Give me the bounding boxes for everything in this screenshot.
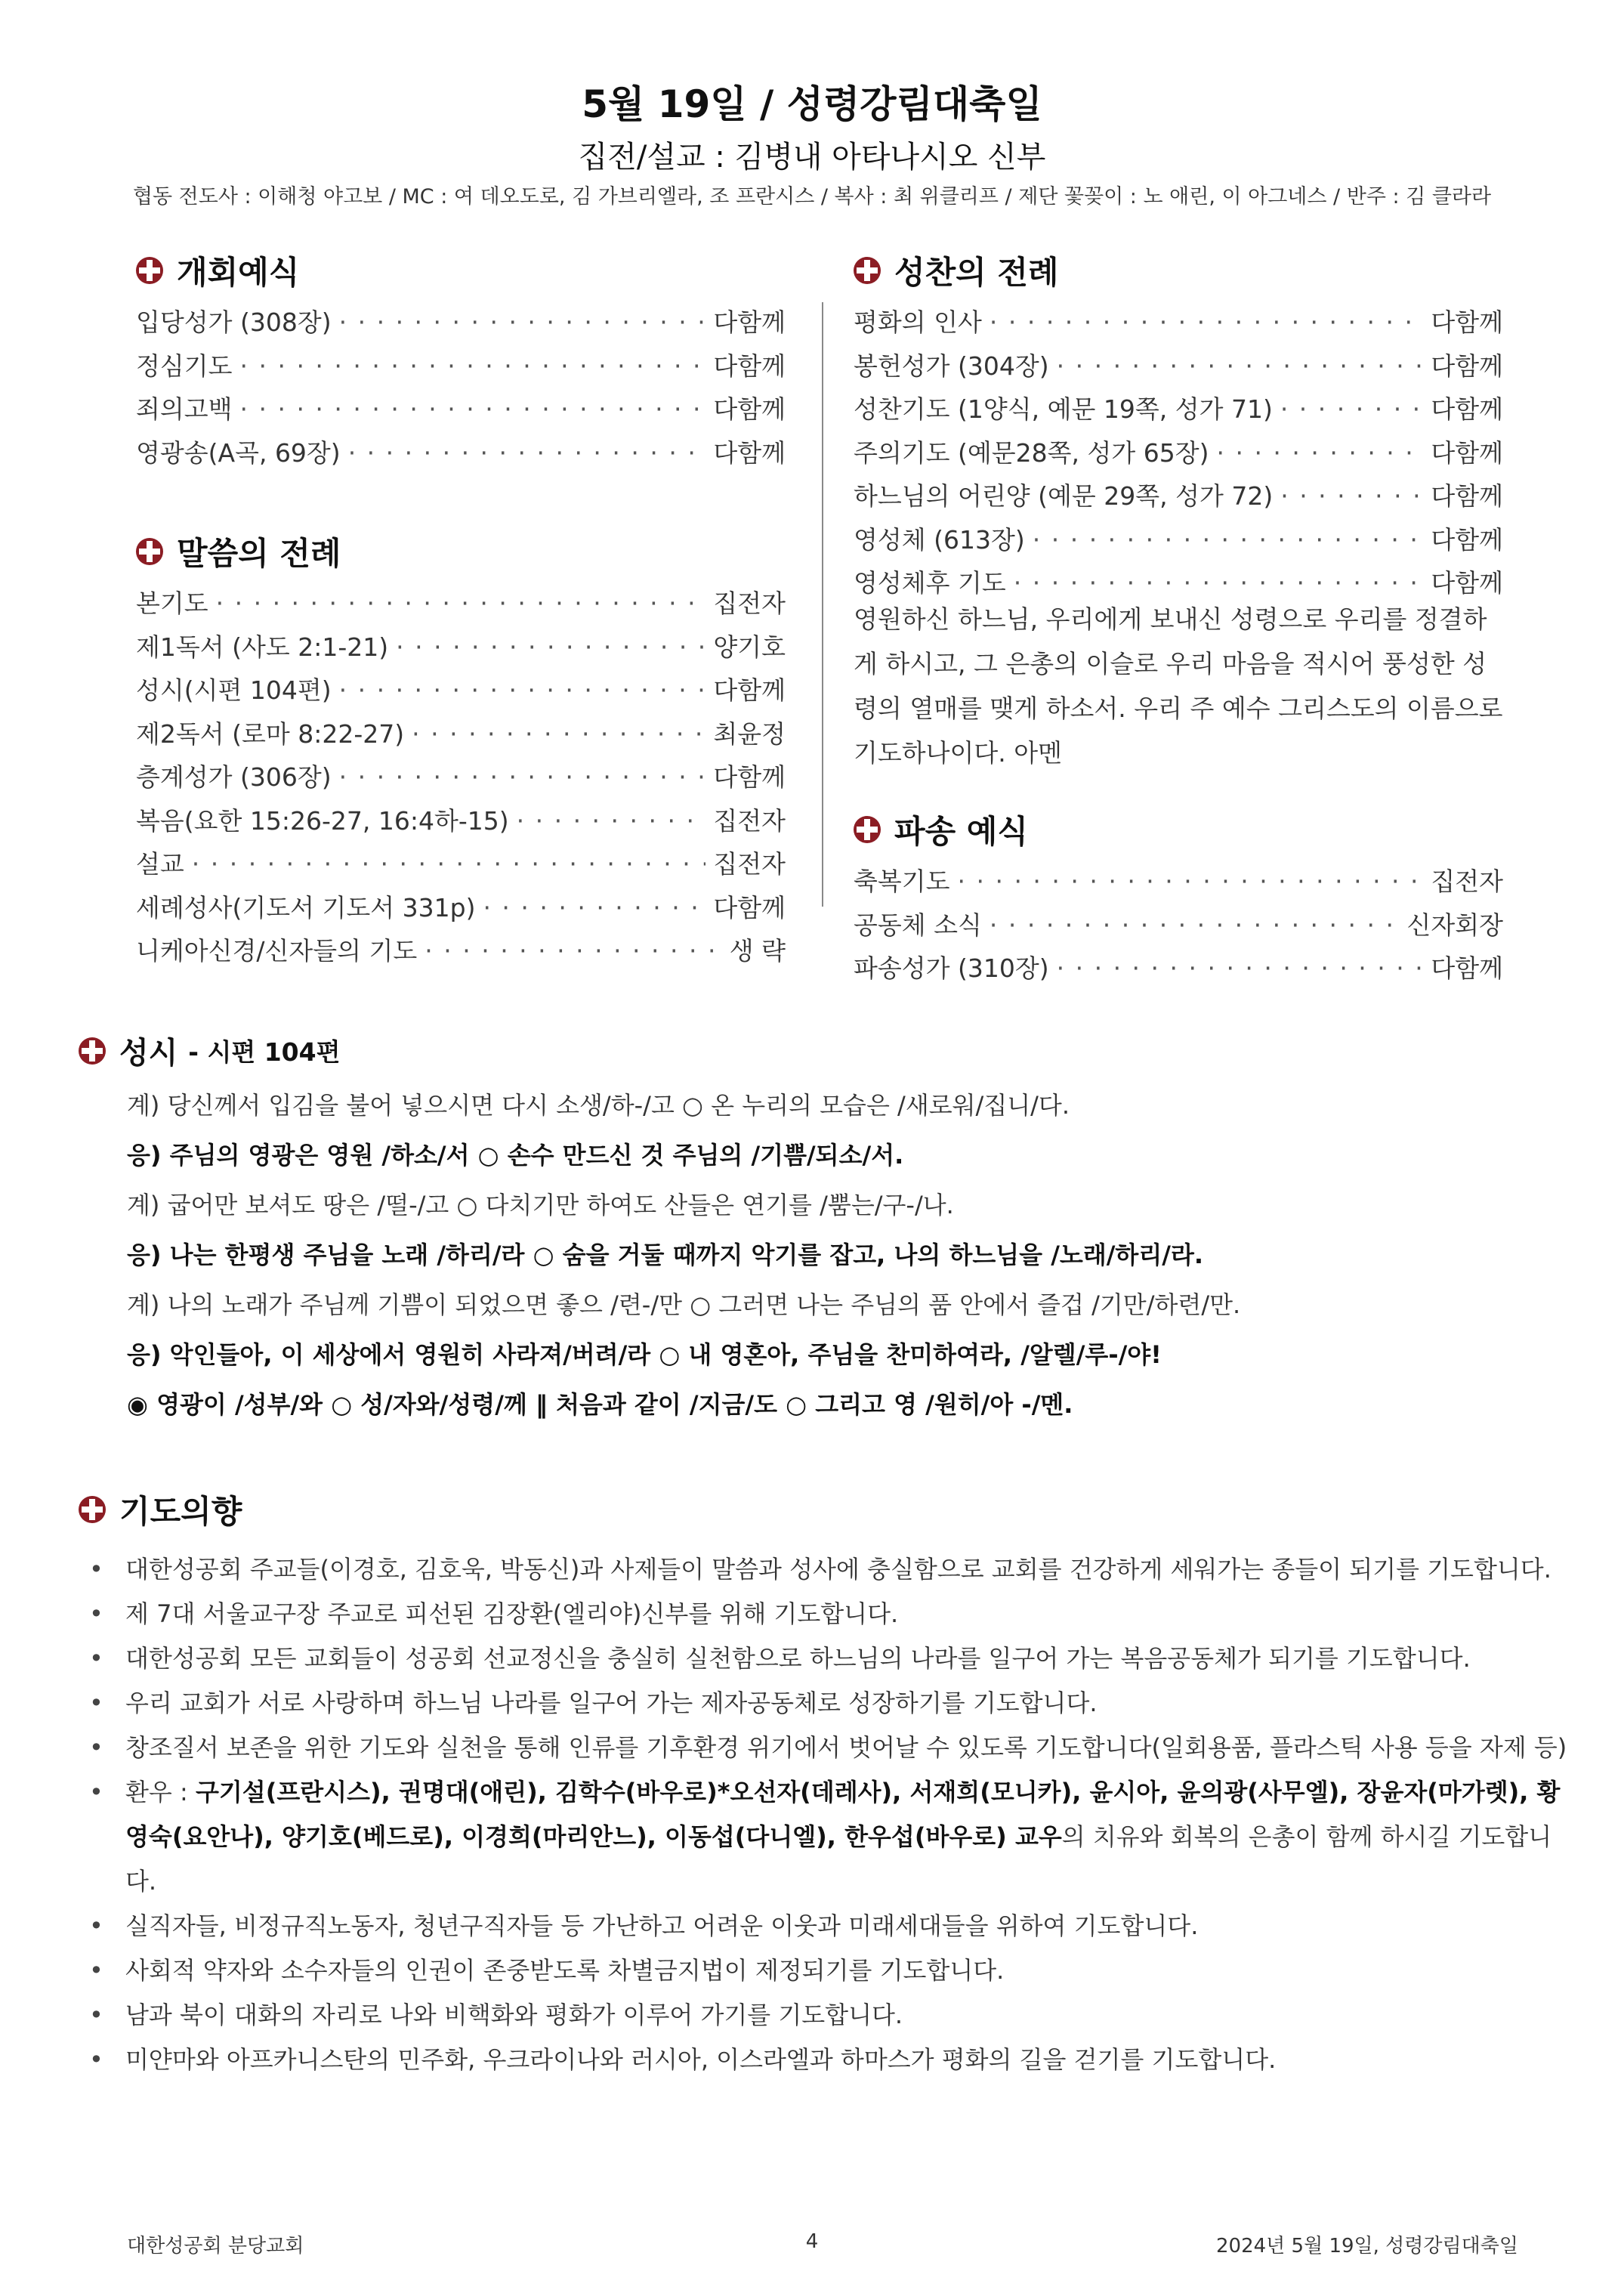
dot-leader — [412, 712, 705, 756]
psalm-line-leader: 계) 굽어만 보셔도 땅은 /떨-/고 ○ 다치기만 하여도 산들은 연기를 /뿜는/구-/나. — [127, 1191, 954, 1219]
section-title: 파송 예식 — [894, 813, 1028, 850]
psalm-line-response: 응) 나는 한평생 주님을 노래 /하리/라 ○ 숨을 거둘 때까지 악기를 잡고, 나의 하느님을 /노래/하리/라. — [127, 1241, 1204, 1269]
liturgy-participant: 다함께 — [1431, 481, 1503, 511]
dot-leader — [339, 301, 706, 345]
liturgy-row — [136, 582, 786, 626]
liturgy-participant: 다함께 — [713, 351, 786, 381]
liturgy-item: 주의기도 (예문28쪽, 성가 65장) — [854, 437, 1209, 468]
liturgy-item: 세례성사(기도서 기도서 331p) — [136, 892, 476, 922]
liturgy-item: 층계성가 (306장) — [136, 762, 332, 792]
liturgy-item: 공동체 소식 — [854, 910, 982, 940]
section-title: 성찬의 전례 — [894, 254, 1059, 291]
liturgy-participant: 최윤정 — [713, 718, 786, 749]
liturgy-participant: 다함께 — [713, 762, 786, 792]
liturgy-participant: 다함께 — [1431, 953, 1503, 983]
psalm-subtitle: - 시편 104편 — [188, 1037, 341, 1067]
intention-item: • 제 7대 서울교구장 주교로 피선된 김장환(엘리야)신부를 위해 기도합니다. — [89, 1592, 1570, 1636]
liturgy-row — [854, 860, 1503, 904]
cross-icon — [136, 257, 163, 284]
liturgy-row — [136, 929, 786, 973]
celebrant-line: 집전/설교 : 김병내 아타나시오 신부 — [578, 140, 1046, 175]
liturgy-item: 죄의고백 — [136, 394, 233, 424]
dot-leader — [517, 799, 706, 843]
word-list — [136, 582, 786, 973]
liturgy-row — [136, 626, 786, 669]
intention-item: • 대한성공회 주교들(이경호, 김호욱, 박동신)과 사제들이 말씀과 성사에 충실함으로 교회를 건강하게 세워가는 종들이 되기를 기도합니다. — [89, 1547, 1570, 1592]
liturgy-participant: 집전자 — [713, 589, 786, 618]
dot-leader — [990, 301, 1423, 345]
intention-item: • 우리 교회가 서로 사랑하며 하느님 나라를 일구어 가는 제자공동체로 성장하기를 기도합니다. — [89, 1681, 1570, 1726]
liturgy-row — [136, 886, 786, 930]
liturgy-item: 복음(요한 15:26-27, 16:4하-15) — [136, 805, 509, 836]
section-opening-heading — [136, 248, 299, 293]
intention-item: • 대한성공회 모든 교회들이 성공회 선교정신을 충실히 실천함으로 하느님의 나라를 일구어 가는 복음공동체가 되기를 기도합니다. — [89, 1636, 1570, 1681]
sick-prefix: 환우 : — [125, 1778, 196, 1806]
liturgy-row — [136, 842, 786, 886]
intention-item: • 남과 북이 대화의 자리로 나와 비핵화와 평화가 이루어 가기를 기도합니다. — [89, 1993, 1570, 2038]
footer-page-number: 4 — [805, 2230, 819, 2253]
dot-leader — [339, 669, 706, 712]
liturgy-participant: 생 략 — [729, 936, 786, 966]
liturgy-item: 본기도 — [136, 589, 208, 618]
liturgy-participant: 다함께 — [713, 675, 786, 705]
liturgy-participant: 다함께 — [1431, 568, 1503, 598]
liturgy-row — [136, 756, 786, 799]
psalm-text — [127, 1080, 1240, 1429]
dot-leader — [216, 582, 706, 626]
liturgy-item: 성시(시편 104편) — [136, 675, 332, 705]
cross-icon — [79, 1496, 106, 1523]
liturgy-participant: 신자회장 — [1406, 910, 1503, 940]
liturgy-item: 성찬기도 (1양식, 예문 19쪽, 성가 71) — [854, 394, 1273, 424]
section-title: 개회예식 — [177, 254, 300, 291]
liturgy-row — [854, 431, 1503, 475]
liturgy-row — [854, 947, 1503, 990]
dot-leader — [1280, 388, 1424, 431]
intention-item: • 창조질서 보존을 위한 기도와 실천을 통해 인류를 기후환경 위기에서 벗어날 수 있도록 기도합니다(일회용품, 플라스틱 사용 등을 자제 등) — [89, 1726, 1570, 1770]
cross-icon — [854, 257, 881, 284]
dot-leader — [990, 904, 1400, 947]
dot-leader — [958, 860, 1424, 904]
psalm-heading — [79, 1029, 340, 1072]
liturgy-participant: 다함께 — [713, 307, 786, 337]
psalm-title: 성시 — [119, 1036, 178, 1071]
liturgy-participant: 집전자 — [713, 805, 786, 836]
dot-leader — [192, 842, 706, 886]
liturgy-item: 니케아신경/신자들의 기도 — [136, 936, 418, 966]
section-dismissal-heading — [854, 807, 1028, 852]
liturgy-participant: 집전자 — [713, 849, 786, 879]
liturgy-participant: 다함께 — [713, 437, 786, 468]
intention-item: • 실직자들, 비정규직노동자, 청년구직자들 등 가난하고 어려운 이웃과 미래세대들을 위하여 기도합니다. — [89, 1904, 1570, 1948]
dot-leader — [339, 756, 706, 799]
liturgy-participant: 다함께 — [1431, 524, 1503, 555]
liturgy-row — [136, 799, 786, 843]
liturgy-item: 설교 — [136, 849, 184, 879]
dot-leader — [240, 345, 706, 388]
intentions-title: 기도의향 — [119, 1493, 242, 1530]
dot-leader — [240, 388, 706, 431]
liturgy-item: 영광송(A곡, 69장) — [136, 437, 341, 468]
cross-icon — [136, 538, 163, 565]
liturgy-item: 영성체후 기도 — [854, 568, 1006, 598]
page-title: 5월 19일 / 성령강림대축일 — [582, 82, 1042, 126]
liturgy-row — [854, 301, 1503, 345]
liturgy-row — [854, 518, 1503, 562]
liturgy-participant: 다함께 — [1431, 351, 1503, 381]
psalm-line-response: 응) 악인들아, 이 세상에서 영원히 사라져/버려/라 ○ 내 영혼아, 주님을 찬미하여라, /알렐/루-/야! — [127, 1340, 1162, 1369]
sick-names: 구기설(프란시스), 권명대(애린), 김학수(바우로)*오선자(데레사), 서재희(모니카), 윤시아, 윤의광(사무엘), 장윤자(마가렛), 황영숙(요안나), 양기호(베드로), 이경희(마리안느), 이동섭(다니엘), 한우섭(바우로) 교우 — [125, 1778, 1561, 1851]
psalm-line-gloria: ◉ 영광이 /성부/와 ○ 성/자와/성령/께 ‖ 처음과 같이 /지금/도 ○ 그리고 영 /원히/아 -/멘. — [127, 1390, 1073, 1419]
liturgy-participant: 집전자 — [1431, 867, 1503, 896]
liturgy-item: 제2독서 (로마 8:22-27) — [136, 718, 405, 749]
liturgy-row — [854, 345, 1503, 388]
liturgy-item: 제1독서 (사도 2:1-21) — [136, 632, 389, 662]
liturgy-row — [136, 431, 786, 475]
section-title: 말씀의 전례 — [177, 535, 341, 572]
dot-leader — [483, 886, 705, 930]
dot-leader — [348, 431, 706, 475]
eucharist-list — [854, 301, 1503, 605]
psalm-line-leader: 계) 나의 노래가 주님께 기쁨이 되었으면 좋으 /련-/만 ○ 그러면 나는 주님의 품 안에서 즐겁 /기만/하련/만. — [127, 1290, 1241, 1319]
liturgy-item: 파송성가 (310장) — [854, 953, 1049, 983]
liturgy-participant: 다함께 — [713, 394, 786, 424]
intention-item-sick — [89, 1770, 1570, 1904]
staff-line: 협동 전도사 : 이해청 야고보 / MC : 여 데오도로, 김 가브리엘라, 조 프란시스 / 복사 : 최 위클리프 / 제단 꽃꽂이 : 노 애린, 이 아그네스 / 반주 : 김 클라라 — [132, 185, 1492, 209]
cross-icon — [854, 816, 881, 843]
liturgy-row — [136, 345, 786, 388]
section-word-heading — [136, 529, 341, 574]
cross-icon — [79, 1037, 106, 1065]
dot-leader — [1033, 518, 1424, 562]
liturgy-participant: 양기호 — [713, 632, 786, 662]
opening-list — [136, 301, 786, 474]
liturgy-item: 축복기도 — [854, 867, 950, 896]
liturgy-participant: 다함께 — [713, 892, 786, 922]
intention-item: • 사회적 약자와 소수자들의 인권이 존중받도록 차별금지법이 제정되기를 기도합니다. — [89, 1948, 1570, 1993]
intention-item: • 미얀마와 아프카니스탄의 민주화, 우크라이나와 러시아, 이스라엘과 하마스가 평화의 길을 걷기를 기도합니다. — [89, 2038, 1570, 2082]
liturgy-row — [136, 669, 786, 712]
liturgy-participant: 다함께 — [1431, 307, 1503, 337]
intentions-list — [89, 1547, 1570, 2082]
dot-leader — [425, 929, 721, 973]
dot-leader — [1057, 345, 1424, 388]
liturgy-item: 평화의 인사 — [854, 307, 982, 337]
dot-leader — [1057, 947, 1424, 990]
liturgy-item: 봉헌성가 (304장) — [854, 351, 1049, 381]
liturgy-row — [136, 388, 786, 431]
liturgy-participant: 다함께 — [1431, 394, 1503, 424]
liturgy-item: 정심기도 — [136, 351, 233, 381]
sick-suffix: 의 치유와 회복의 은총이 함께 하시길 기도합니다. — [125, 1822, 1552, 1896]
dismissal-list — [854, 860, 1503, 990]
dot-leader — [1216, 431, 1423, 475]
dot-leader — [396, 626, 705, 669]
footer-church: 대한성공회 분당교회 — [127, 2235, 304, 2257]
column-divider — [822, 302, 823, 907]
liturgy-item: 입당성가 (308장) — [136, 307, 332, 337]
psalm-line-response: 응) 주님의 영광은 영원 /하소/서 ○ 손수 만드신 것 주님의 /기쁨/되소/서. — [127, 1141, 904, 1170]
intentions-heading — [79, 1487, 242, 1532]
footer-date: 2024년 5월 19일, 성령강림대축일 — [1215, 2235, 1518, 2257]
liturgy-item: 영성체 (613장) — [854, 524, 1025, 555]
liturgy-participant: 다함께 — [1431, 437, 1503, 468]
dot-leader — [1280, 474, 1423, 518]
liturgy-item: 하느님의 어린양 (예문 29쪽, 성가 72) — [854, 481, 1274, 511]
liturgy-row — [854, 388, 1503, 431]
liturgy-row — [136, 301, 786, 345]
liturgy-row — [854, 904, 1503, 947]
section-eucharist-heading — [854, 248, 1058, 293]
post-communion-prayer: 영원하신 하느님, 우리에게 보내신 성령으로 우리를 정결하게 하시고, 그 은총의 이슬로 우리 마음을 적시어 풍성한 성령의 열매를 맺게 하소서. 우리 주 예수 그리스도의 이름으로 기도하나이다. 아멘 — [854, 604, 1503, 768]
liturgy-row — [854, 474, 1503, 518]
psalm-line-leader: 계) 당신께서 입김을 불어 넣으시면 다시 소생/하-/고 ○ 온 누리의 모습은 /새로워/집니/다. — [127, 1091, 1070, 1120]
liturgy-row — [136, 712, 786, 756]
